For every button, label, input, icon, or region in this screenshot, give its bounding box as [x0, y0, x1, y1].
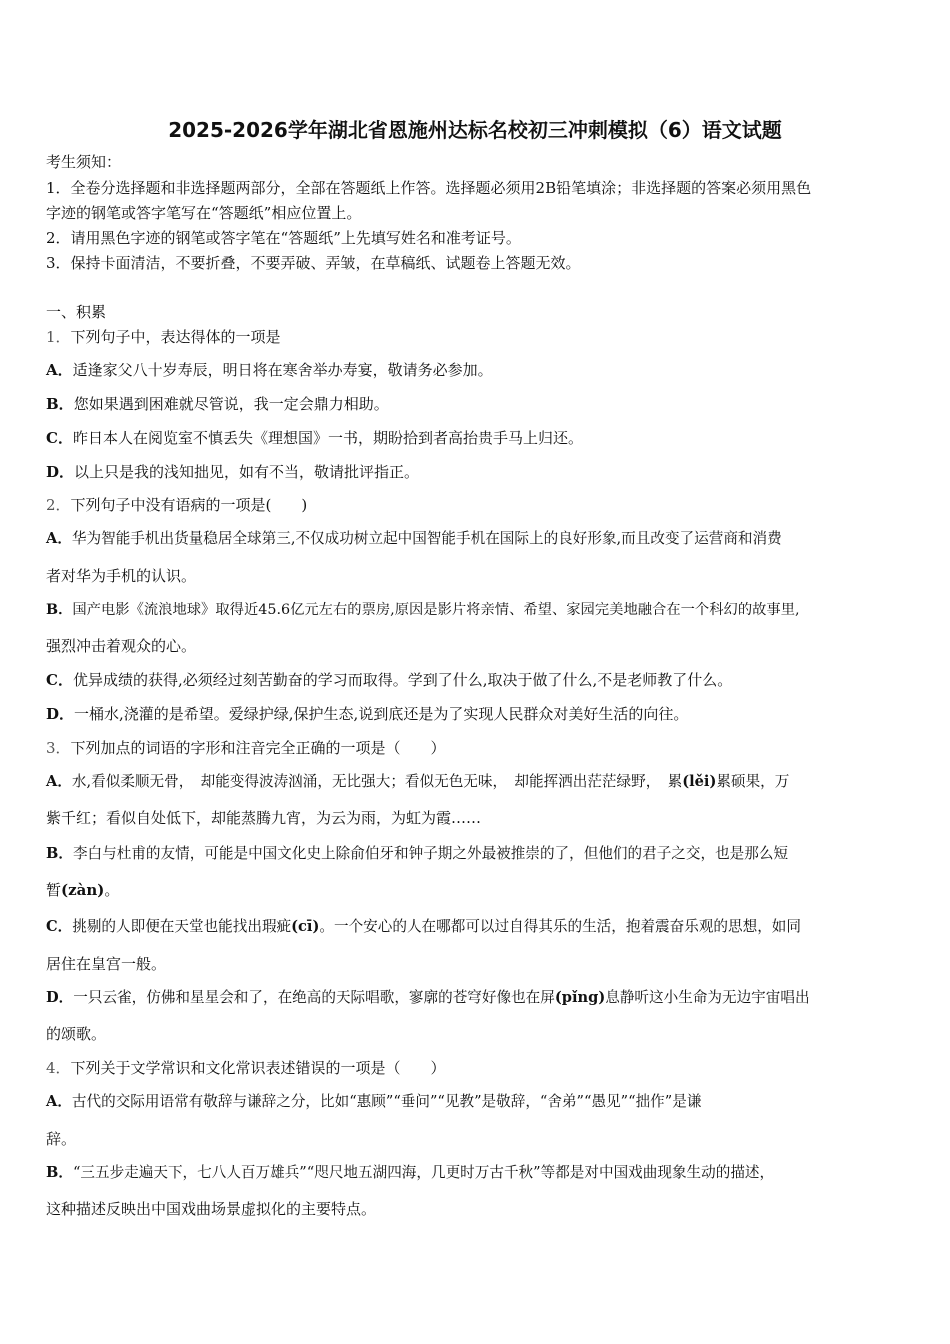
option-label: D．: [46, 989, 74, 1006]
option-text: 您如果遇到困难就尽管说，我一定会鼎力相助。: [73, 395, 389, 413]
option-label: B．: [46, 602, 73, 618]
option-text: 以上只是我的浅知拙见，如有不当，敬请批评指正。: [74, 463, 420, 481]
option-text: 。一个安心的人在哪都可以过自得其乐的生活，抱着震奋乐观的思想，如同: [319, 918, 801, 935]
option-text: 息静听这小生命为无边宇宙唱出: [605, 989, 810, 1006]
option-text: 暂: [46, 881, 62, 899]
option-label: B．: [46, 845, 73, 862]
option-text: 。: [104, 881, 120, 899]
option-text: 水,看似柔顺无骨， 却能变得波涛汹涌，无比强大；看似无色无味， 却能挥洒出茫茫绿野， 累: [71, 773, 683, 790]
question-2: [46, 495, 307, 515]
notice-line: 3．保持卡面清洁，不要折叠，不要弄破、弄皱，在草稿纸、试题卷上答题无效。: [46, 254, 581, 272]
option-label: A．: [46, 361, 73, 379]
option-continuation: 紫千红；看似自处低下，却能蒸腾九宵，为云为雨，为虹为霞……: [46, 809, 482, 827]
option-text: 一只云雀，仿佛和星星会和了，在绝高的天际唱歌，寥廓的苍穹好像也在屏: [73, 989, 555, 1006]
question-number: 2．: [46, 496, 71, 514]
notice-line: 1．全卷分选择题和非选择题两部分，全部在答题纸上作答。选择题必须用2B铅笔填涂；非选择题的答案必须用黑色: [46, 179, 812, 197]
option-continuation: [46, 880, 119, 900]
notice-line: 2．请用黑色字迹的钢笔或答字笔在“答题纸”上先填写姓名和准考证号。: [46, 229, 521, 247]
pinyin: (zàn): [61, 881, 105, 899]
q1-option-a: [46, 360, 493, 380]
question-3: [46, 738, 446, 758]
q4-option-a: [46, 1092, 701, 1112]
option-text: 挑剔的人即便在天堂也能找出瑕疵: [72, 918, 292, 935]
option-text: 国产电影《流浪地球》取得近45.6亿元左右的票房,原因是影片将亲情、希望、家园完美地融合在一个科幻的故事里,: [72, 602, 800, 618]
option-text: 累硕果，万: [716, 773, 790, 790]
q4-option-b: [46, 1163, 774, 1183]
option-label: D．: [46, 705, 75, 723]
q3-option-d: [46, 988, 810, 1008]
option-text: 优异成绩的获得,必须经过刻苦勤奋的学习而取得。学到了什么,取决于做了什么,不是老师教了什么。: [72, 671, 733, 689]
option-text: 李白与杜甫的友情，可能是中国文化史上除俞伯牙和钟子期之外最被推崇的了，但他们的君子之交，也是那么短: [72, 845, 789, 862]
question-number: 4．: [46, 1059, 71, 1077]
option-text: 古代的交际用语常有敬辞与谦辞之分，比如“惠顾”“垂问”“见教”是敬辞，“舍弟”“愚见”“拙作”是谦: [71, 1093, 702, 1110]
page-title: 2025-2026学年湖北省恩施州达标名校初三冲刺模拟（6）语文试题: [168, 118, 782, 142]
question-stem: 下列句子中，表达得体的一项是: [70, 328, 281, 346]
pinyin: (pǐng): [554, 989, 606, 1006]
option-label: B．: [46, 395, 74, 413]
question-1: [46, 327, 281, 347]
notice-heading: 考生须知：: [46, 153, 122, 171]
q1-option-c: [46, 428, 583, 448]
option-text: 昨日本人在阅览室不慎丢失《理想国》一书，期盼拾到者高抬贵手马上归还。: [72, 429, 583, 447]
q3-option-b: [46, 844, 788, 864]
question-number: 1．: [46, 328, 71, 346]
option-text: 一桶水,浇灌的是希望。爱绿护绿,保护生态,说到底还是为了实现人民群众对美好生活的向往。: [74, 705, 689, 723]
option-label: A．: [46, 530, 72, 547]
option-continuation: 居住在皇宫一般。: [46, 955, 167, 973]
q3-option-c: [46, 917, 801, 937]
option-continuation: 强烈冲击着观众的心。: [46, 637, 197, 655]
question-stem: 下列句子中没有语病的一项是( ): [70, 496, 308, 514]
q3-option-a: [46, 772, 789, 792]
question-stem: 下列加点的词语的字形和注音完全正确的一项是（ ）: [70, 739, 446, 757]
q2-option-d: [46, 704, 688, 724]
option-text: 华为智能手机出货量稳居全球第三,不仅成功树立起中国智能手机在国际上的良好形象,而且改变了运营商和消费: [71, 530, 782, 547]
option-text: 适逢家父八十岁寿辰，明日将在寒舍举办寿宴，敬请务必参加。: [72, 361, 493, 379]
notice-line: 字迹的钢笔或答字笔写在“答题纸”相应位置上。: [46, 204, 362, 222]
option-label: A．: [46, 1093, 72, 1110]
option-text: “三五步走遍天下，七八人百万雄兵”“咫尺地五湖四海，几更时万古千秋”等都是对中国戏曲现象生动的描述，: [72, 1164, 775, 1181]
question-stem: 下列关于文学常识和文化常识表述错误的一项是（ ）: [70, 1059, 446, 1077]
option-continuation: 辞。: [46, 1130, 77, 1148]
option-continuation: 这种描述反映出中国戏曲场景虚拟化的主要特点。: [46, 1200, 377, 1218]
q2-option-c: [46, 670, 732, 690]
option-continuation: 的颂歌。: [46, 1025, 107, 1043]
option-label: C．: [46, 918, 73, 935]
question-number: 3．: [46, 739, 71, 757]
option-label: C．: [46, 429, 73, 447]
option-label: D．: [46, 463, 75, 481]
q2-option-a: [46, 529, 782, 549]
pinyin: (lěi): [682, 773, 717, 790]
q1-option-b: [46, 394, 389, 414]
pinyin: (cī): [291, 918, 320, 935]
q1-option-d: [46, 462, 419, 482]
option-label: A．: [46, 773, 72, 790]
option-continuation: 者对华为手机的认识。: [46, 567, 197, 585]
q2-option-b: [46, 600, 800, 620]
question-4: [46, 1058, 446, 1078]
option-label: C．: [46, 671, 73, 689]
section-heading: 一、积累: [46, 303, 107, 321]
option-label: B．: [46, 1164, 73, 1181]
